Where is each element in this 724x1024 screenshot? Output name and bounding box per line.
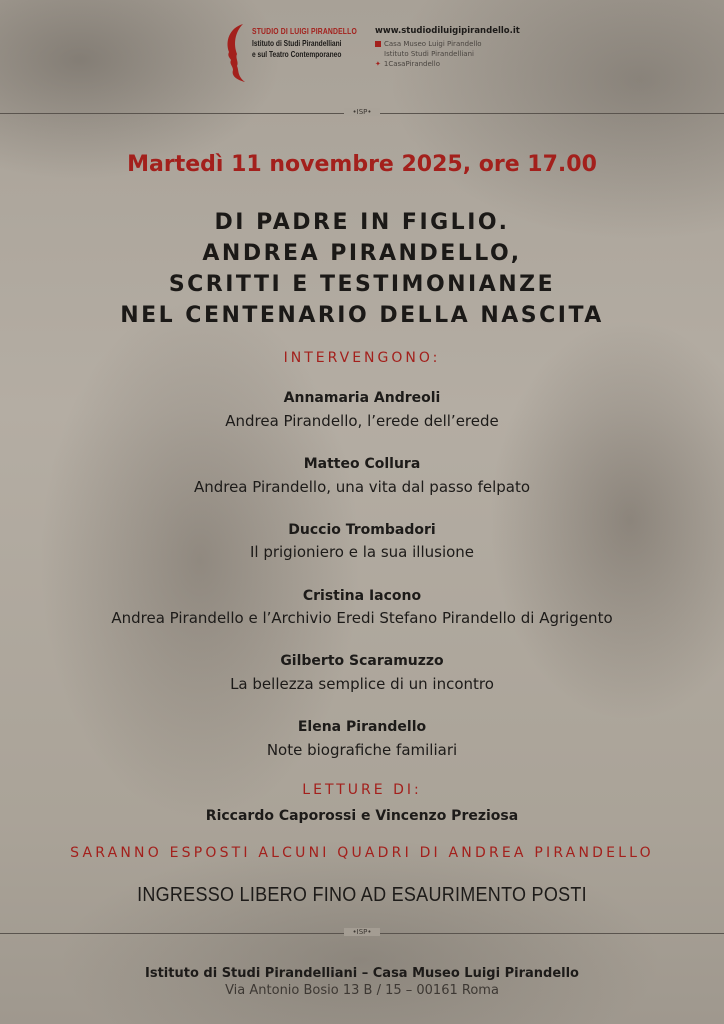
facebook-link[interactable]: Casa Museo Luigi Pirandello bbox=[384, 40, 482, 48]
title-line: ANDREA PIRANDELLO, bbox=[202, 241, 522, 266]
speaker-name: Duccio Trombadori bbox=[288, 522, 436, 538]
facebook-icon bbox=[375, 41, 381, 47]
contact-links bbox=[375, 26, 520, 69]
twitter-link[interactable]: 1CasaPirandello bbox=[383, 60, 440, 68]
speaker-talk: Andrea Pirandello, una vita dal passo felpato bbox=[193, 478, 531, 496]
logo-title: STUDIO DI LUIGI PIRANDELLO bbox=[252, 27, 357, 36]
isp-badge: •ISP• bbox=[344, 928, 380, 936]
event-title bbox=[0, 207, 724, 331]
speaker-talk: Note biografiche familiari bbox=[266, 741, 458, 759]
exhibition-note: SARANNO ESPOSTI ALCUNI QUADRI DI ANDREA PIRANDELLO bbox=[70, 845, 654, 861]
logo-subtitle-line: Istituto di Studi Pirandelliani bbox=[252, 38, 342, 48]
venue-address: Via Antonio Bosio 13 B / 15 – 00161 Roma bbox=[225, 983, 499, 998]
speaker-name: Elena Pirandello bbox=[297, 719, 427, 735]
pirandello-profile-logo-icon bbox=[221, 22, 247, 84]
readers: Riccardo Caporossi e Vincenzo Preziosa bbox=[205, 808, 519, 824]
speaker-name: Annamaria Andreoli bbox=[283, 390, 441, 406]
speaker-talk: Andrea Pirandello e l’Archivio Eredi Stefano Pirandello di Agrigento bbox=[111, 609, 613, 627]
admission-note: INGRESSO LIBERO FINO AD ESAURIMENTO POSTI bbox=[137, 884, 587, 906]
logo-subtitle bbox=[252, 38, 342, 60]
venue-name: Istituto di Studi Pirandelliani – Casa Museo Luigi Pirandello bbox=[145, 966, 579, 981]
title-line: NEL CENTENARIO DELLA NASCITA bbox=[120, 303, 604, 328]
logo-subtitle-line: e sul Teatro Contemporaneo bbox=[252, 49, 342, 59]
speaker-talk: La bellezza semplice di un incontro bbox=[230, 675, 494, 693]
speaker-name: Cristina Iacono bbox=[302, 588, 422, 604]
website-link[interactable]: www.studiodiluigipirandello.it bbox=[375, 26, 520, 36]
speaker-talk: Il prigioniero e la sua illusione bbox=[249, 543, 475, 561]
speaker-name: Matteo Collura bbox=[303, 456, 421, 472]
twitter-icon: ✦ bbox=[375, 60, 381, 68]
speakers-heading: INTERVENGONO: bbox=[283, 350, 441, 366]
isp-badge: •ISP• bbox=[344, 108, 380, 116]
title-line: SCRITTI E TESTIMONIANZE bbox=[168, 272, 556, 297]
speaker-name: Gilberto Scaramuzzo bbox=[280, 653, 444, 669]
speaker-talk: Andrea Pirandello, l’erede dell’erede bbox=[225, 412, 499, 430]
readings-heading: LETTURE DI: bbox=[302, 782, 422, 798]
event-date: Martedì 11 novembre 2025, ore 17.00 bbox=[127, 152, 597, 177]
facebook-link[interactable]: Istituto Studi Pirandelliani bbox=[384, 50, 474, 58]
title-line: DI PADRE IN FIGLIO. bbox=[214, 210, 510, 235]
